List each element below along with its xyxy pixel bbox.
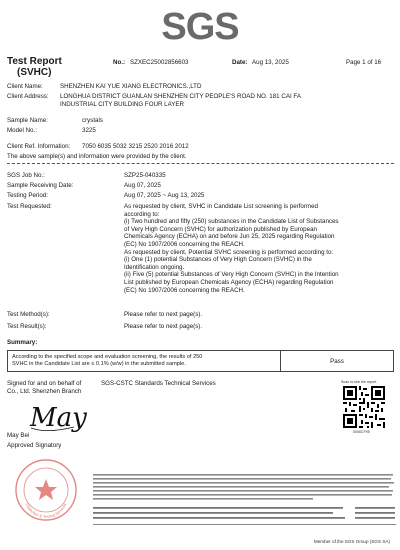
signed-line1: Signed for and on behalf of [7, 380, 82, 387]
report-no-label: No.: [113, 59, 126, 66]
client-name-label: Client Name: [7, 83, 43, 90]
sample-name: crystals [82, 117, 103, 124]
client-ref: 7050 6035 5032 3215 2520 2016 2012 [82, 143, 189, 150]
qr-code-id: 0006CF95 [353, 430, 370, 434]
summary-result: Pass [330, 358, 344, 365]
test-result: Please refer to next page(s). [124, 323, 203, 330]
report-no: SZXEC25002856603 [130, 59, 189, 66]
company-name: SGS-CSTC Standards Technical Services [101, 380, 216, 387]
testing-period: Aug 07, 2025 ~ Aug 13, 2025 [124, 192, 205, 199]
receiving-date: Aug 07, 2025 [124, 182, 161, 189]
test-method: Please refer to next page(s). [124, 311, 203, 318]
sample-note: The above sample(s) and information were provided by the client. [7, 153, 187, 160]
testing-period-label: Testing Period: [7, 192, 48, 199]
test-result-label: Test Result(s): [7, 323, 47, 330]
page-number: Page 1 of 16 [346, 59, 382, 66]
report-subtitle: (SVHC) [17, 67, 52, 78]
job-no-label: SGS Job No.: [7, 172, 45, 179]
signed-line2: Co., Ltd. Shenzhen Branch [7, 388, 82, 395]
signatory-name: May Bei [7, 432, 30, 439]
signature-image [28, 398, 87, 434]
client-ref-label: Client Ref. Information: [7, 143, 71, 150]
test-requested-text: As requested by client, SVHC in Candidate List screening is performed according to: (i) Two hundred and fifty (250) substances in the Candidate List of Substances of Very High Concern (SVHC) for authorization published by European Chemicals Agency (ECHA) on and before Jun 25, 2025 regarding Regulation (EC) No 1907/2006 concerning the REACH. As requested by client, Potential SVHC screening is performed according to: (i) One (1) potential Substances of Very High Concern (SVHC) in the Identification ongoing. (ii) Five (5) potential Substances of Very High Concern (SVHC) in the Intention List published by European Chemicals Agency (ECHA) regarding Regulation (EC) No 1907/2006 concerning the REACH. [124, 203, 339, 294]
svg-text:May: May [30, 403, 87, 433]
sgs-logo [0, 6, 400, 48]
test-requested-label: Test Requested: [7, 203, 52, 210]
scan-label: Scan to see the report [341, 380, 377, 384]
company-seal-icon [14, 458, 78, 522]
divider [7, 163, 394, 164]
client-name: SHENZHEN KAI YUE XIANG ELECTRONICS.,LTD [60, 83, 202, 90]
receiving-date-label: Sample Receiving Date: [7, 182, 74, 189]
terms-fine-print [93, 473, 396, 503]
sgs-member-text: Member of the SGS Group (SGS SA) [313, 539, 390, 544]
svg-text:Inspection & Testing Services: Inspection & Testing Services [24, 502, 68, 520]
summary-table [7, 350, 394, 372]
signatory-title: Approved Signatory [7, 442, 62, 449]
model-no: 3225 [82, 127, 96, 134]
svg-text:SGS: SGS [161, 6, 239, 48]
client-address-line2: INDUSTRIAL CITY BUILDING FOUR LAYER [60, 101, 184, 108]
report-date-label: Date: [232, 59, 248, 66]
job-no: SZP25-040335 [124, 172, 166, 179]
address-footer [93, 506, 396, 524]
test-method-label: Test Method(s): [7, 311, 50, 318]
sample-name-label: Sample Name: [7, 117, 48, 124]
summary-heading: Summary: [7, 339, 38, 346]
qr-code-icon[interactable] [343, 386, 385, 428]
report-title: Test Report [7, 56, 62, 67]
model-no-label: Model No.: [7, 127, 37, 134]
report-date: Aug 13, 2025 [252, 59, 289, 66]
client-address-line1: LONGHUA DISTRICT GUANLAN SHENZHEN CITY PEOPLE'S ROAD NO. 181 CAI FA [60, 93, 301, 100]
footer-divider [93, 524, 396, 525]
client-address-label: Client Address: [7, 93, 49, 100]
summary-text-line2: SVHC in the Candidate List are ≤ 0.1% (w/w) in the submitted sample. [12, 361, 186, 367]
summary-text-line1: According to the specified scope and evaluation screening, the results of 250 [12, 354, 203, 360]
